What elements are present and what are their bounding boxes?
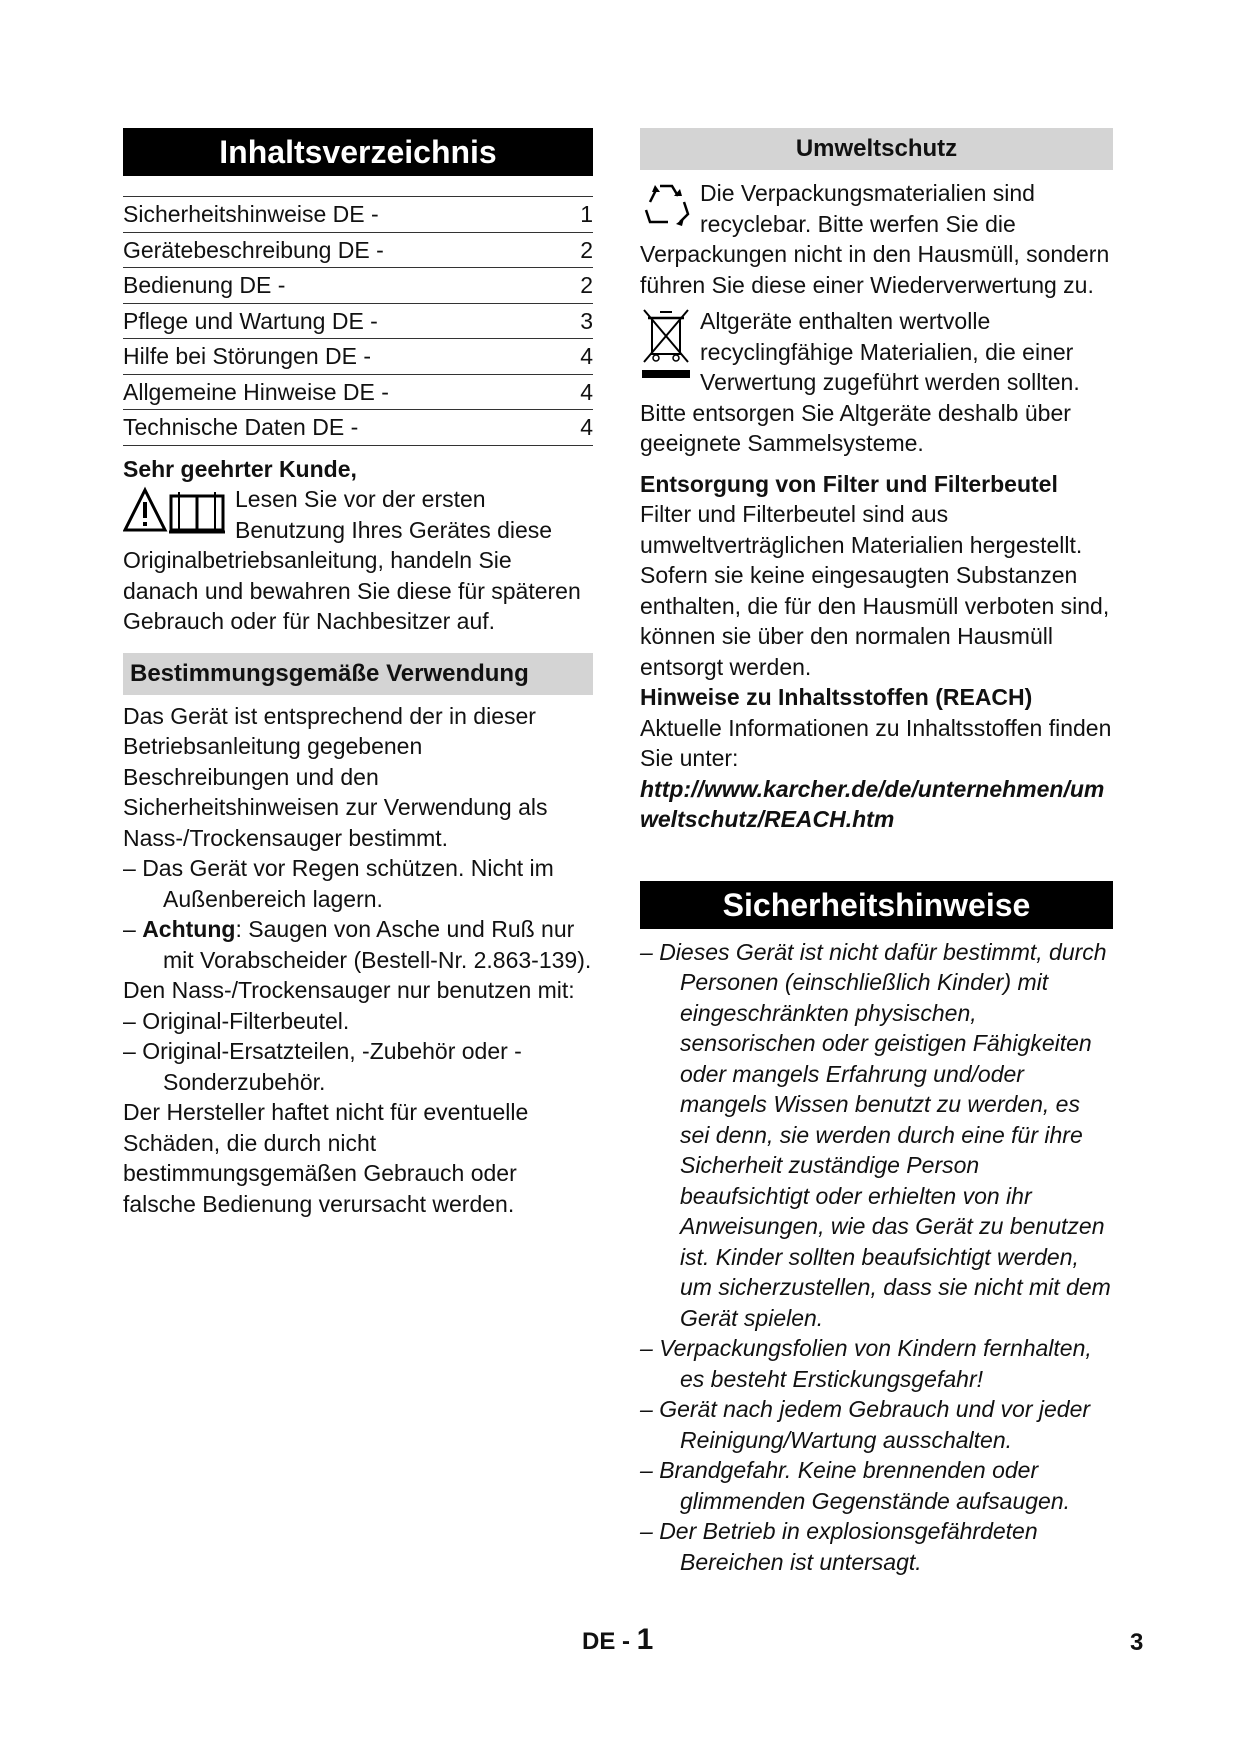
attention-label: Achtung <box>142 916 236 942</box>
greeting-text: Lesen Sie vor der ersten Benutzung Ihres Gerätes diese Originalbetriebsanleitung, handeln Sie danach und bewahren Sie diese für späteren Gebrauch oder für Nachbesitzer auf. <box>123 486 581 634</box>
toc-entry-page: 2 <box>580 272 593 298</box>
filter-heading: Entsorgung von Filter und Filterbeutel <box>640 470 1058 497</box>
list-item: – Der Betrieb in explosionsgefährdeten Bereichen ist untersagt. <box>640 1516 1113 1577</box>
toc-entry-label: Gerätebeschreibung DE - <box>123 236 384 263</box>
safety-title: Sicherheitshinweise <box>640 881 1113 929</box>
toc-entry[interactable] <box>123 338 593 374</box>
footer-lang: DE <box>582 1628 616 1655</box>
recycle-icon <box>640 180 692 228</box>
greeting-heading: Sehr geehrter Kunde, <box>123 455 357 482</box>
toc-entry-page: 4 <box>580 378 593 405</box>
toc-entry-label: Bedienung DE - <box>123 272 286 298</box>
toc-entry-label: Sicherheitshinweise DE - <box>123 201 379 227</box>
weee-block <box>640 306 1113 459</box>
reach-heading: Hinweise zu Inhaltsstoffen (REACH) <box>640 684 1033 710</box>
toc-entry[interactable] <box>123 232 593 268</box>
footer-separator: - <box>615 1628 637 1655</box>
table-of-contents <box>123 196 593 446</box>
reach-link[interactable]: http://www.karcher.de/de/unternehmen/umweltschutz/REACH.htm <box>640 775 1105 832</box>
intended-use-title: Bestimmungsgemäße Verwendung <box>123 653 593 695</box>
list-item: – Dieses Gerät ist nicht dafür bestimmt, durch Personen (einschließlich Kinder) mit eingeschränkten physischen, sensorischen oder geistigen Fähigkeiten oder mangels Erfahrung und/oder mangels Wissen benutzt zu werden, es sei denn, sie werden durch eine für ihre Sicherheit zuständige Person beaufsichtigt oder erhielten von ihr Anweisungen, wie das Gerät zu benutzen ist. Kinder sollten beaufsichtigt werden, um sicherzustellen, dass sie nicht mit dem Gerät spielen. <box>640 937 1113 1334</box>
toc-entry-page: 4 <box>580 343 593 369</box>
warning-manual-icon <box>123 486 227 536</box>
footer-page: 1 <box>636 1623 654 1656</box>
weee-text: Altgeräte enthalten wertvolle recyclingfähige Materialien, die einer Verwertung zugeführt werden sollten. Bitte entsorgen Sie Altgeräte deshalb über geeignete Sammelsysteme. <box>640 308 1080 456</box>
toc-entry-page: 3 <box>580 307 593 334</box>
reach-text: Aktuelle Informationen zu Inhaltsstoffen finden Sie unter: <box>640 714 1112 771</box>
toc-entry-label: Pflege und Wartung DE - <box>123 307 378 334</box>
page-footer <box>582 1625 653 1658</box>
recycle-block <box>640 178 1113 300</box>
safety-list <box>640 937 1113 1578</box>
filter-text: Sofern sie keine eingesaugten Substanzen enthalten, die für den Hausmüll verboten sind, können sie über den normalen Hausmüll entsorgt werden. <box>640 562 1110 680</box>
liability-text: Der Hersteller haftet nicht für eventuelle Schäden, die durch nicht bestimmungsgemäßen Gebrauch oder falsche Bedienung verursacht werden. <box>123 1099 529 1217</box>
attention-text: : Saugen von Asche und Ruß nur mit Vorabscheider (Bestell-Nr. 2.863-139). <box>163 916 592 973</box>
sheet-number: 3 <box>1130 1629 1144 1656</box>
intended-use-intro: Das Gerät ist entsprechend der in dieser Betriebsanleitung gegebenen Beschreibungen und den Sicherheitshinweisen zur Verwendung als Nass-/Trockensauger bestimmt. <box>123 702 548 851</box>
toc-entry[interactable] <box>123 409 593 445</box>
toc-entry-label: Hilfe bei Störungen DE - <box>123 343 372 369</box>
use-only-text: Den Nass-/Trockensauger nur benutzen mit: <box>123 977 575 1003</box>
toc-entry[interactable] <box>123 374 593 410</box>
list-item: – Das Gerät vor Regen schützen. Nicht im Außenbereich lagern. <box>123 853 593 914</box>
toc-title: Inhaltsverzeichnis <box>123 128 593 176</box>
list-item <box>123 914 593 975</box>
toc-entry[interactable] <box>123 196 593 232</box>
right-column <box>640 128 1113 1577</box>
list-item: – Original-Ersatzteilen, -Zubehör oder -Sonderzubehör. <box>123 1036 593 1097</box>
list-item: – Brandgefahr. Keine brennenden oder glimmenden Gegenstände aufsaugen. <box>640 1455 1113 1516</box>
toc-entry-page: 1 <box>580 201 593 227</box>
list-item: – Verpackungsfolien von Kindern fernhalten, es besteht Erstickungsgefahr! <box>640 1333 1113 1394</box>
toc-entry[interactable] <box>123 267 593 303</box>
recycle-text: Die Verpackungsmaterialien sind recyclebar. Bitte werfen Sie die Verpackungen nicht in den Hausmüll, sondern führen Sie diese einer Wiederverwertung zu. <box>640 180 1110 298</box>
toc-entry[interactable] <box>123 303 593 339</box>
toc-entry-label: Technische Daten DE - <box>123 414 359 440</box>
left-column <box>123 128 593 1219</box>
toc-entry-page: 4 <box>580 414 593 440</box>
list-item: – Original-Filterbeutel. <box>123 1006 593 1037</box>
toc-entry-page: 2 <box>580 236 593 263</box>
crossed-bin-icon <box>640 308 692 380</box>
toc-entry-label: Allgemeine Hinweise DE - <box>123 378 389 405</box>
filter-text: Filter und Filterbeutel sind aus umweltverträglichen Materialien hergestellt. <box>640 501 1083 558</box>
environment-title: Umweltschutz <box>640 128 1113 170</box>
greeting-block <box>123 484 593 637</box>
list-item: – Gerät nach jedem Gebrauch und vor jeder Reinigung/Wartung ausschalten. <box>640 1394 1113 1455</box>
